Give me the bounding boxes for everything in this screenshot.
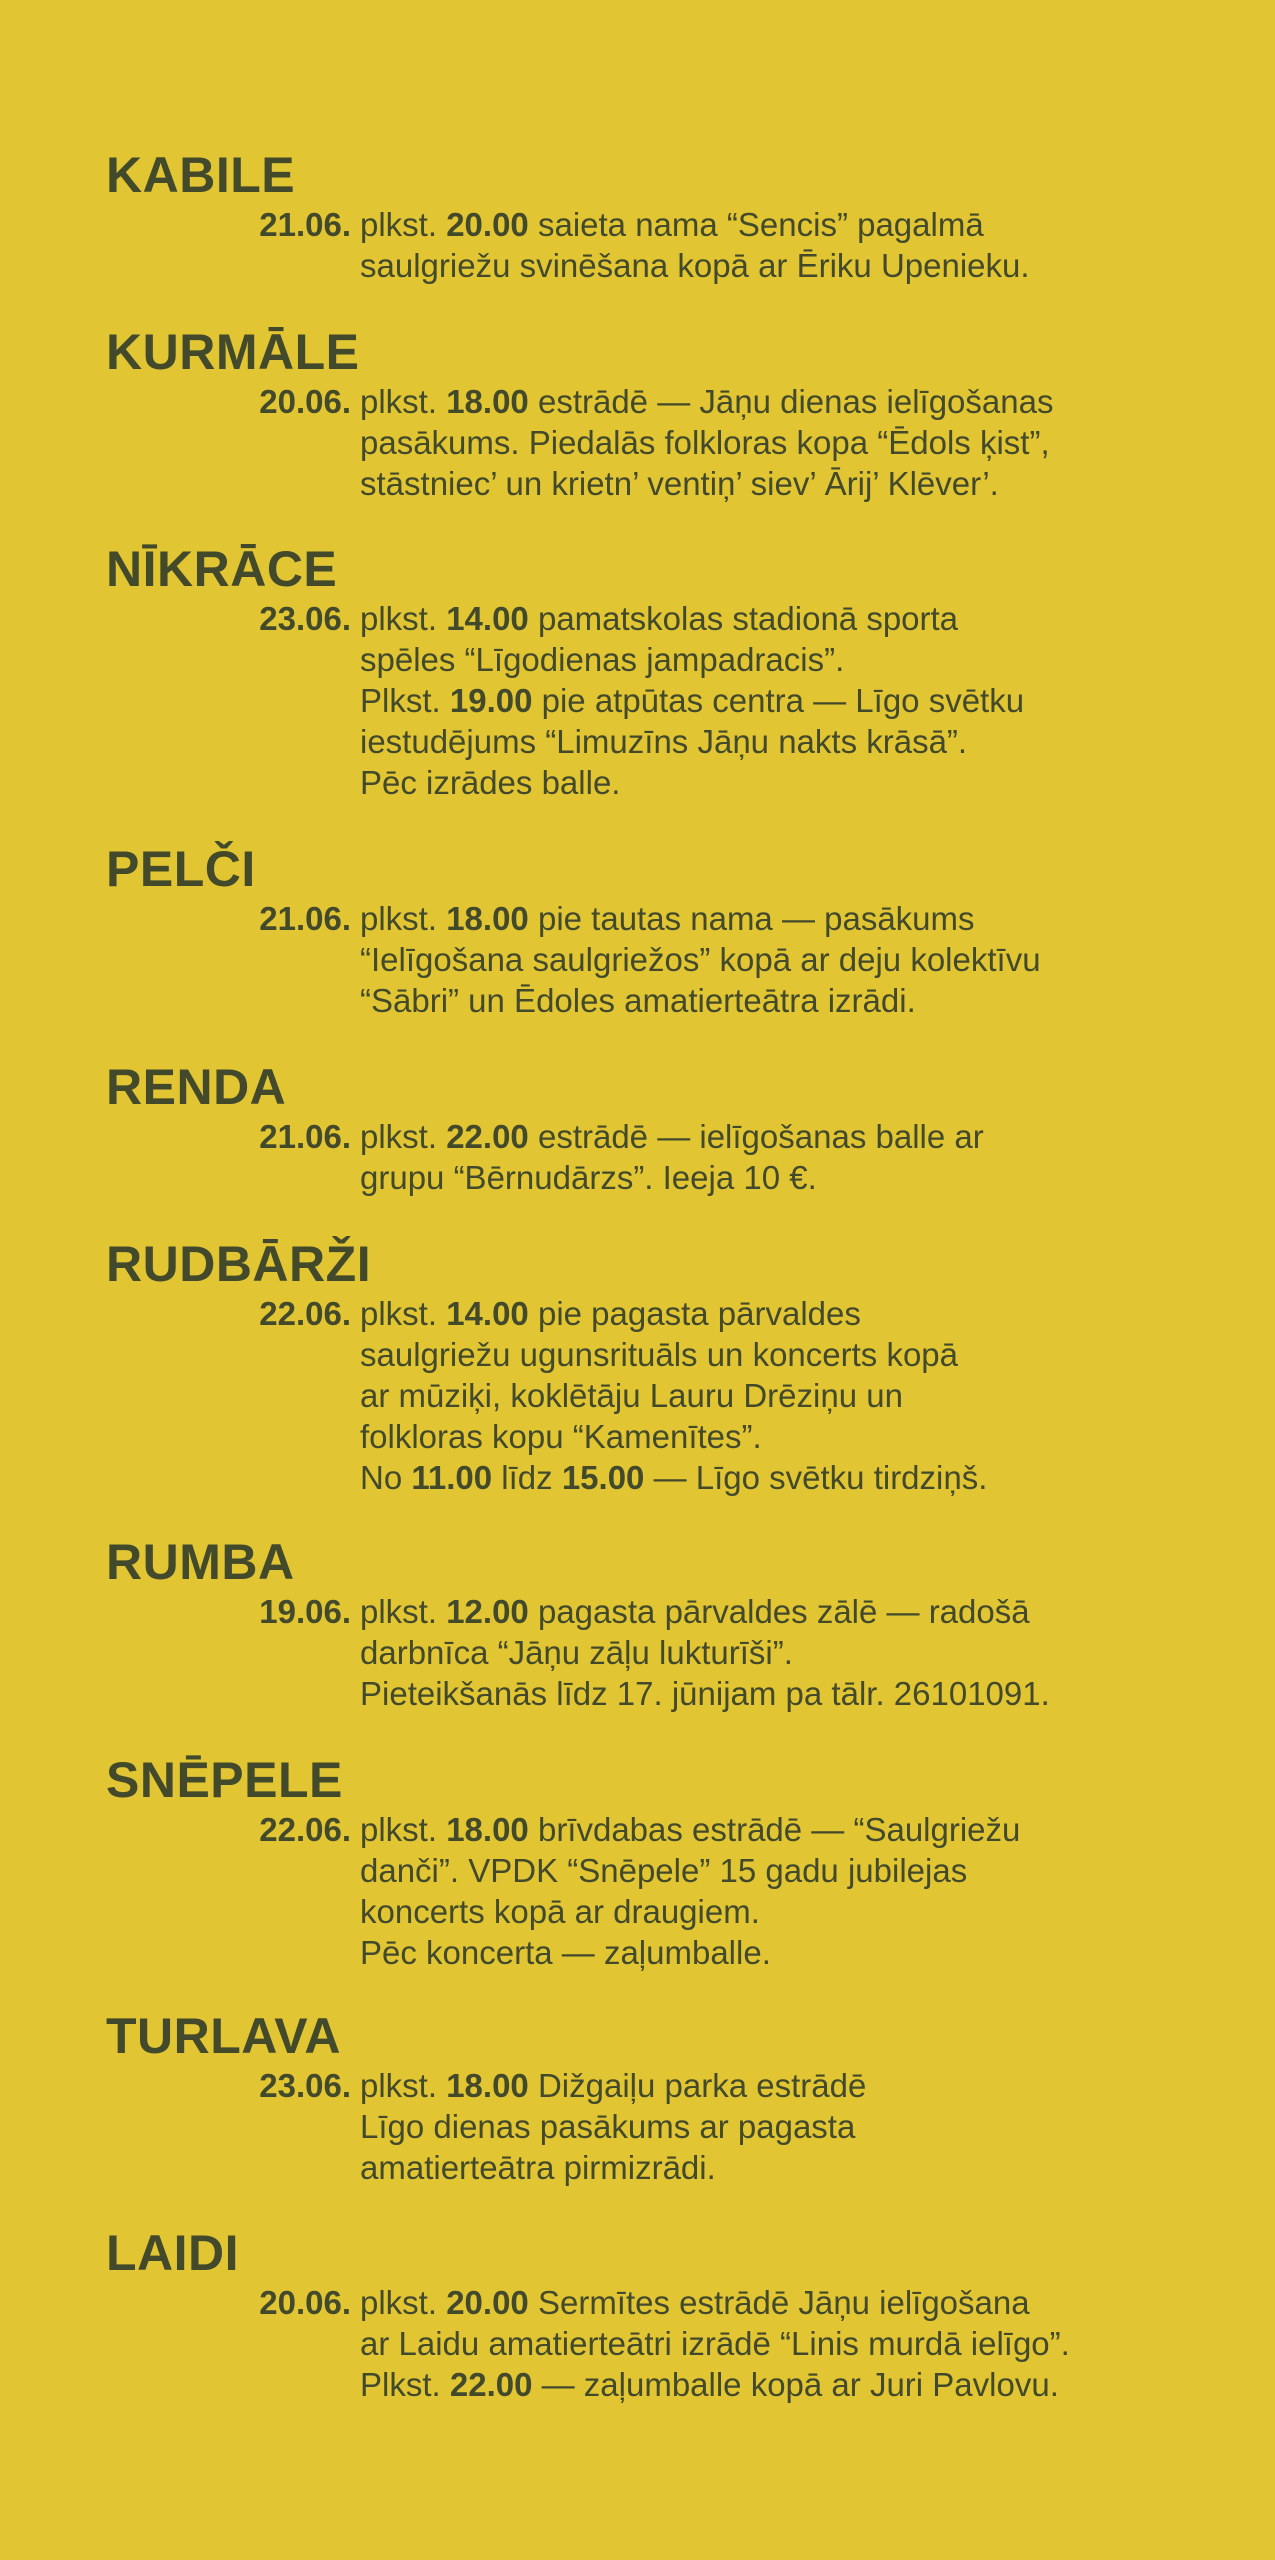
description-line <box>360 762 1226 803</box>
event-description <box>360 2282 1226 2405</box>
description-line <box>360 639 1226 680</box>
description-line <box>360 1416 1226 1457</box>
description-text: Plkst. <box>360 682 450 719</box>
description-text: “Sābri” un Ēdoles amatierteātra izrādi. <box>360 982 916 1019</box>
description-text: No <box>360 1459 412 1496</box>
description-text: amatierteātra pirmizrādi. <box>360 2149 716 2186</box>
event-section <box>106 146 1226 286</box>
event-date: 20.06. <box>259 2284 351 2321</box>
description-line <box>360 1157 1226 1198</box>
place-heading: TURLAVA <box>106 2008 341 2064</box>
description-text: saulgriežu svinēšana kopā ar Ēriku Upenieku. <box>360 247 1030 284</box>
description-text: grupu “Bērnudārzs”. Ieeja 10 €. <box>360 1159 817 1196</box>
description-text: ar Laidu amatierteātri izrādē “Linis murdā ielīgo”. <box>360 2325 1070 2362</box>
event-entry <box>106 1116 1226 1198</box>
description-text: plkst. <box>360 900 447 937</box>
description-text: pie pagasta pārvaldes <box>528 1295 861 1332</box>
event-time: 15.00 <box>561 1459 645 1496</box>
description-line <box>360 1932 1226 1973</box>
description-line <box>360 1632 1226 1673</box>
event-time: 20.00 <box>446 2284 529 2321</box>
description-text: pasākums. Piedalās folkloras kopa “Ēdols ķist”, <box>360 424 1050 461</box>
event-time: 18.00 <box>446 1811 529 1848</box>
description-text: — Līgo svētku tirdziņš. <box>644 1459 988 1496</box>
description-line <box>360 1457 1226 1498</box>
description-text: brīvdabas estrādē — “Saulgriežu <box>528 1811 1021 1848</box>
description-line <box>360 1673 1226 1714</box>
description-text: plkst. <box>360 1295 447 1332</box>
event-time: 20.00 <box>446 206 529 243</box>
description-text: pie atpūtas centra — Līgo svētku <box>532 682 1025 719</box>
event-description <box>360 898 1226 1021</box>
event-date: 20.06. <box>259 383 351 420</box>
event-time: 14.00 <box>446 600 529 637</box>
event-description <box>360 204 1226 286</box>
place-heading: KABILE <box>106 147 296 203</box>
description-text: Plkst. <box>360 2366 450 2403</box>
event-date: 19.06. <box>259 1593 351 1630</box>
description-line <box>360 422 1226 463</box>
event-date: 23.06. <box>259 2067 351 2104</box>
description-text: stāstniec’ un krietn’ ventiņ’ siev’ Ārij’ Klēver’. <box>360 465 999 502</box>
description-line <box>360 1891 1226 1932</box>
event-entry <box>106 898 1226 1021</box>
description-line <box>360 2106 1226 2147</box>
event-time: 18.00 <box>446 2067 529 2104</box>
place-heading: NĪKRĀCE <box>106 541 338 597</box>
event-section <box>106 1235 1226 1498</box>
description-text: saieta nama “Sencis” pagalmā <box>528 206 984 243</box>
event-description <box>360 381 1226 504</box>
description-text: Līgo dienas pasākums ar pagasta <box>360 2108 856 2145</box>
event-entry <box>106 1293 1226 1498</box>
event-section <box>106 2224 1226 2405</box>
description-text: plkst. <box>360 2284 447 2321</box>
event-entry <box>106 2065 1226 2188</box>
description-text: ar mūziķi, koklētāju Lauru Drēziņu un <box>360 1377 903 1414</box>
description-text: plkst. <box>360 1118 447 1155</box>
description-line <box>360 898 1226 939</box>
description-text: plkst. <box>360 1811 447 1848</box>
description-text: pamatskolas stadionā sporta <box>528 600 959 637</box>
description-line <box>360 245 1226 286</box>
event-description <box>360 2065 1226 2188</box>
event-description <box>360 598 1226 803</box>
event-section <box>106 1751 1226 1973</box>
event-entry <box>106 598 1226 803</box>
description-text: estrādē — Jāņu dienas ielīgošanas <box>528 383 1054 420</box>
description-line <box>360 1850 1226 1891</box>
description-line <box>360 463 1226 504</box>
event-section <box>106 2007 1226 2188</box>
description-text: plkst. <box>360 383 447 420</box>
description-text: koncerts kopā ar draugiem. <box>360 1893 760 1930</box>
description-line <box>360 204 1226 245</box>
place-heading: RUDBĀRŽI <box>106 1236 372 1292</box>
place-heading: SNĒPELE <box>106 1752 343 1808</box>
event-section <box>106 323 1226 504</box>
description-text: plkst. <box>360 2067 447 2104</box>
description-line <box>360 381 1226 422</box>
event-entry <box>106 204 1226 286</box>
event-section <box>106 840 1226 1021</box>
description-line <box>360 2282 1226 2323</box>
description-text: Pieteikšanās līdz 17. jūnijam pa tālr. 26101091. <box>360 1675 1050 1712</box>
description-text: pie tautas nama — pasākums <box>528 900 975 937</box>
event-time: 14.00 <box>446 1295 529 1332</box>
description-line <box>360 2364 1226 2405</box>
description-text: — zaļumballe kopā ar Juri Pavlovu. <box>532 2366 1059 2403</box>
event-date: 21.06. <box>259 1118 351 1155</box>
event-section <box>106 1533 1226 1714</box>
event-section <box>106 540 1226 803</box>
description-line <box>360 680 1226 721</box>
description-text: Sermītes estrādē Jāņu ielīgošana <box>528 2284 1030 2321</box>
description-line <box>360 939 1226 980</box>
description-line <box>360 1116 1226 1157</box>
description-text: līdz <box>492 1459 562 1496</box>
description-line <box>360 721 1226 762</box>
event-section <box>106 1058 1226 1198</box>
event-time: 18.00 <box>446 383 529 420</box>
event-time: 22.00 <box>446 1118 529 1155</box>
description-text: plkst. <box>360 1593 447 1630</box>
description-line <box>360 1809 1226 1850</box>
description-text: plkst. <box>360 206 447 243</box>
event-time: 22.00 <box>449 2366 533 2403</box>
description-text: spēles “Līgodienas jampadracis”. <box>360 641 845 678</box>
description-line <box>360 1293 1226 1334</box>
description-text: Dižgaiļu parka estrādē <box>528 2067 867 2104</box>
description-line <box>360 2323 1226 2364</box>
event-date: 21.06. <box>259 206 351 243</box>
event-time: 12.00 <box>446 1593 529 1630</box>
event-time: 11.00 <box>411 1459 493 1496</box>
description-text: estrādē — ielīgošanas balle ar <box>528 1118 984 1155</box>
event-date: 22.06. <box>259 1811 351 1848</box>
place-heading: LAIDI <box>106 2225 240 2281</box>
place-heading: KURMĀLE <box>106 324 360 380</box>
place-heading: PELČI <box>106 841 256 897</box>
description-text: darbnīca “Jāņu zāļu lukturīši”. <box>360 1634 793 1671</box>
description-text: “Ielīgošana saulgriežos” kopā ar deju kolektīvu <box>360 941 1041 978</box>
description-line <box>360 2147 1226 2188</box>
description-text: Pēc izrādes balle. <box>360 764 621 801</box>
event-entry <box>106 1809 1226 1973</box>
event-time: 19.00 <box>449 682 533 719</box>
event-description <box>360 1591 1226 1714</box>
event-entry <box>106 1591 1226 1714</box>
description-line <box>360 598 1226 639</box>
description-text: pagasta pārvaldes zālē — radošā <box>528 1593 1030 1630</box>
event-entry <box>106 381 1226 504</box>
event-time: 18.00 <box>446 900 529 937</box>
event-date: 21.06. <box>259 900 351 937</box>
place-heading: RENDA <box>106 1059 287 1115</box>
event-entry <box>106 2282 1226 2405</box>
description-text: danči”. VPDK “Snēpele” 15 gadu jubilejas <box>360 1852 968 1889</box>
event-description <box>360 1293 1226 1498</box>
description-text: saulgriežu ugunsrituāls un koncerts kopā <box>360 1336 959 1373</box>
event-date: 22.06. <box>259 1295 351 1332</box>
description-line <box>360 2065 1226 2106</box>
description-line <box>360 980 1226 1021</box>
event-description <box>360 1116 1226 1198</box>
event-date: 23.06. <box>259 600 351 637</box>
event-description <box>360 1809 1226 1973</box>
place-heading: RUMBA <box>106 1534 295 1590</box>
description-text: folkloras kopu “Kamenītes”. <box>360 1418 762 1455</box>
description-text: iestudējums “Limuzīns Jāņu nakts krāsā”. <box>360 723 968 760</box>
description-line <box>360 1591 1226 1632</box>
description-line <box>360 1375 1226 1416</box>
description-line <box>360 1334 1226 1375</box>
description-text: Pēc koncerta — zaļumballe. <box>360 1934 771 1971</box>
description-text: plkst. <box>360 600 447 637</box>
